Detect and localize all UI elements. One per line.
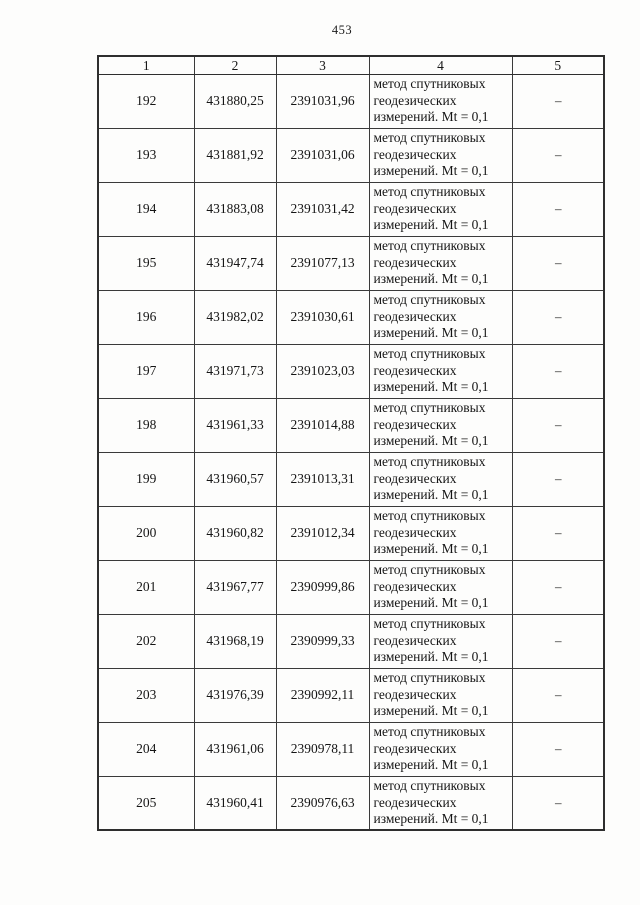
method-line: геодезических: [373, 146, 457, 162]
cell-coordinate-y: 2390999,33: [276, 614, 369, 668]
method-line: метод спутниковых: [373, 130, 486, 146]
cell-point-number: 204: [98, 722, 194, 776]
method-line: измерений. Mt = 0,1: [373, 811, 489, 826]
cell-note: –: [512, 344, 604, 398]
method-line: измерений. Mt = 0,1: [373, 325, 489, 341]
cell-coordinate-x: 431971,73: [194, 344, 276, 398]
cell-note: –: [512, 452, 604, 506]
cell-note: –: [512, 236, 604, 290]
cell-point-number: 196: [98, 290, 194, 344]
cell-point-number: 199: [98, 452, 194, 506]
cell-note: –: [512, 128, 604, 182]
table-row: [98, 560, 604, 614]
method-line: метод спутниковых: [373, 292, 486, 308]
header-cell-5: 5: [512, 56, 604, 74]
table-row: [98, 722, 604, 776]
cell-method: [369, 668, 512, 722]
table-row: [98, 668, 604, 722]
cell-coordinate-y: 2390999,86: [276, 560, 369, 614]
cell-method: [369, 776, 512, 830]
method-line: метод спутниковых: [373, 616, 486, 632]
table-row: [98, 614, 604, 668]
method-line: метод спутниковых: [373, 562, 486, 578]
method-line: метод спутниковых: [373, 238, 486, 254]
table-row: [98, 398, 604, 452]
method-line: геодезических: [373, 308, 457, 324]
cell-coordinate-x: 431968,19: [194, 614, 276, 668]
cell-coordinate-x: 431961,06: [194, 722, 276, 776]
cell-coordinate-y: 2391031,06: [276, 128, 369, 182]
method-line: измерений. Mt = 0,1: [373, 595, 489, 611]
header-cell-3: 3: [276, 56, 369, 74]
cell-point-number: 192: [98, 74, 194, 128]
method-line: измерений. Mt = 0,1: [373, 649, 489, 665]
method-line: измерений. Mt = 0,1: [373, 433, 489, 449]
cell-method: [369, 722, 512, 776]
cell-coordinate-x: 431960,82: [194, 506, 276, 560]
cell-method: [369, 182, 512, 236]
cell-method: [369, 128, 512, 182]
cell-coordinate-x: 431961,33: [194, 398, 276, 452]
method-line: метод спутниковых: [373, 778, 486, 793]
cell-note: –: [512, 74, 604, 128]
cell-coordinate-y: 2391023,03: [276, 344, 369, 398]
coordinates-table: [97, 55, 605, 831]
cell-coordinate-y: 2391031,42: [276, 182, 369, 236]
cell-point-number: 194: [98, 182, 194, 236]
method-line: метод спутниковых: [373, 184, 486, 200]
cell-point-number: 193: [98, 128, 194, 182]
cell-coordinate-y: 2390992,11: [276, 668, 369, 722]
method-line: метод спутниковых: [373, 454, 486, 470]
method-line: измерений. Mt = 0,1: [373, 757, 489, 773]
cell-coordinate-y: 2391031,96: [276, 74, 369, 128]
method-line: измерений. Mt = 0,1: [373, 541, 489, 557]
cell-point-number: 202: [98, 614, 194, 668]
cell-point-number: 195: [98, 236, 194, 290]
table-row: [98, 344, 604, 398]
table-row: [98, 128, 604, 182]
cell-coordinate-y: 2391014,88: [276, 398, 369, 452]
cell-coordinate-x: 431967,77: [194, 560, 276, 614]
header-cell-2: 2: [194, 56, 276, 74]
table-row: [98, 74, 604, 128]
method-line: измерений. Mt = 0,1: [373, 109, 489, 125]
method-line: геодезических: [373, 254, 457, 270]
method-line: геодезических: [373, 524, 457, 540]
method-line: метод спутниковых: [373, 346, 486, 362]
cell-coordinate-x: 431982,02: [194, 290, 276, 344]
cell-coordinate-x: 431960,57: [194, 452, 276, 506]
method-line: метод спутниковых: [373, 508, 486, 524]
page-number: 453: [331, 23, 353, 37]
method-line: геодезических: [373, 794, 457, 810]
cell-point-number: 201: [98, 560, 194, 614]
table-row: [98, 506, 604, 560]
cell-coordinate-y: 2391012,34: [276, 506, 369, 560]
cell-note: –: [512, 398, 604, 452]
method-line: измерений. Mt = 0,1: [373, 217, 489, 233]
cell-coordinate-y: 2390978,11: [276, 722, 369, 776]
method-line: геодезических: [373, 740, 457, 756]
method-line: метод спутниковых: [373, 400, 486, 416]
table-row: [98, 236, 604, 290]
method-line: геодезических: [373, 686, 457, 702]
cell-point-number: 203: [98, 668, 194, 722]
cell-note: –: [512, 182, 604, 236]
cell-coordinate-y: 2391030,61: [276, 290, 369, 344]
method-line: измерений. Mt = 0,1: [373, 163, 489, 179]
method-line: измерений. Mt = 0,1: [373, 379, 489, 395]
cell-point-number: 198: [98, 398, 194, 452]
cell-coordinate-x: 431881,92: [194, 128, 276, 182]
cell-coordinate-x: 431880,25: [194, 74, 276, 128]
cell-method: [369, 236, 512, 290]
method-line: геодезических: [373, 470, 457, 486]
method-line: геодезических: [373, 362, 457, 378]
method-line: геодезических: [373, 578, 457, 594]
cell-point-number: 205: [98, 776, 194, 830]
cell-coordinate-y: 2390976,63: [276, 776, 369, 830]
cell-note: –: [512, 560, 604, 614]
method-line: геодезических: [373, 92, 457, 108]
cell-coordinate-x: 431883,08: [194, 182, 276, 236]
cell-method: [369, 452, 512, 506]
cell-method: [369, 344, 512, 398]
cell-method: [369, 506, 512, 560]
method-line: геодезических: [373, 200, 457, 216]
table-header-row: [98, 56, 604, 74]
method-line: метод спутниковых: [373, 670, 486, 686]
cell-point-number: 200: [98, 506, 194, 560]
cell-method: [369, 74, 512, 128]
method-line: измерений. Mt = 0,1: [373, 271, 489, 287]
cell-coordinate-x: 431976,39: [194, 668, 276, 722]
method-line: метод спутниковых: [373, 724, 486, 740]
cell-note: –: [512, 668, 604, 722]
cell-coordinate-x: 431947,74: [194, 236, 276, 290]
cell-coordinate-x: 431960,41: [194, 776, 276, 830]
header-cell-4: 4: [369, 56, 512, 74]
cell-note: –: [512, 614, 604, 668]
cell-point-number: 197: [98, 344, 194, 398]
cell-note: –: [512, 776, 604, 830]
method-line: метод спутниковых: [373, 76, 486, 92]
table-row: [98, 776, 604, 830]
cell-coordinate-y: 2391013,31: [276, 452, 369, 506]
method-line: геодезических: [373, 632, 457, 648]
cell-method: [369, 614, 512, 668]
cell-method: [369, 290, 512, 344]
cell-coordinate-y: 2391077,13: [276, 236, 369, 290]
cell-method: [369, 398, 512, 452]
method-line: геодезических: [373, 416, 457, 432]
cell-method: [369, 560, 512, 614]
table-row: [98, 290, 604, 344]
header-cell-1: 1: [98, 56, 194, 74]
cell-note: –: [512, 506, 604, 560]
cell-note: –: [512, 722, 604, 776]
table-body: [98, 74, 604, 830]
table-row: [98, 182, 604, 236]
method-line: измерений. Mt = 0,1: [373, 703, 489, 719]
method-line: измерений. Mt = 0,1: [373, 487, 489, 503]
table-row: [98, 452, 604, 506]
cell-note: –: [512, 290, 604, 344]
